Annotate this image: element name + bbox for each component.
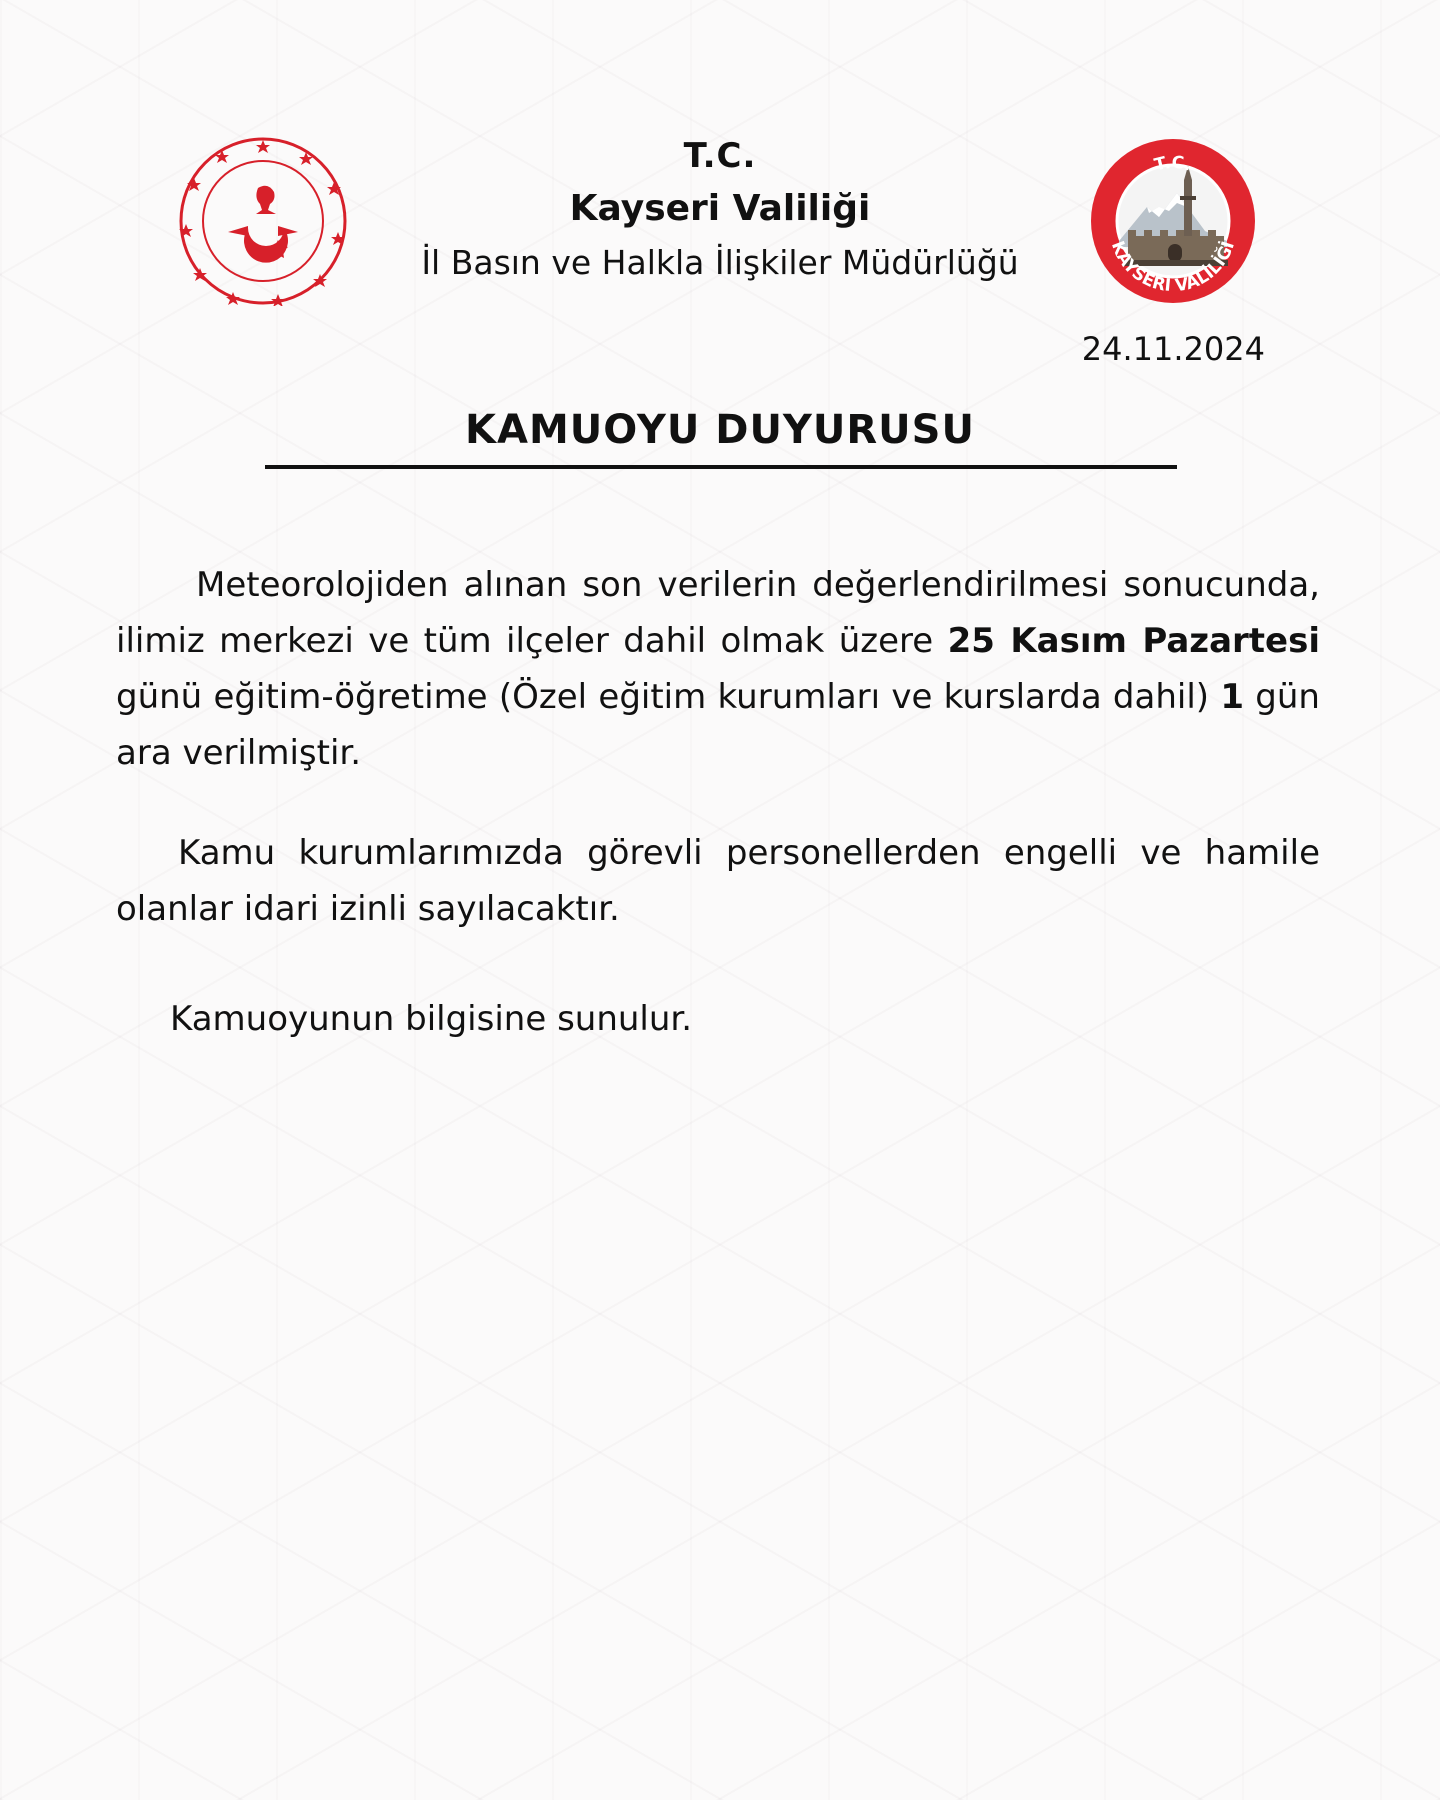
page-title: KAMUOYU DUYURUSU bbox=[465, 407, 975, 453]
paragraph-1-date: 25 Kasım Pazartesi bbox=[947, 621, 1320, 661]
paragraph-1-end: gün ara verilmiştir. bbox=[116, 677, 1320, 773]
paragraph-1-middle: günü eğitim-öğretime (Özel eğitim kurumları ve kurslarda dahil) bbox=[116, 677, 1221, 717]
paragraph-2: Kamu kurumlarımızda görevli personellerden engelli ve hamile olanlar idari izinli sayılacaktır. bbox=[116, 833, 1320, 929]
header-mudurluk: İl Basın ve Halkla İlişkiler Müdürlüğü bbox=[421, 243, 1019, 282]
interior-ministry-logo bbox=[178, 136, 348, 306]
seal-bottom-text: KAYSERİ VALİLİĞİ bbox=[1106, 238, 1239, 297]
interior-ministry-seal-icon bbox=[178, 136, 348, 306]
paragraph-1-intro: Meteorolojiden alınan son verilerin değerlendirilmesi sonucunda, ilimiz merkezi ve tüm ilçeler dahil olmak üzere bbox=[116, 565, 1320, 661]
seal-top-text: T.C. bbox=[1152, 152, 1194, 176]
kayseri-governorship-logo bbox=[1088, 136, 1258, 306]
announcement-date: 24.11.2024 bbox=[1081, 330, 1265, 368]
title-underline bbox=[265, 465, 1177, 469]
svg-text:T.C. bbox=[1153, 153, 1194, 176]
paragraph-3: Kamuoyunun bilgisine sunulur. bbox=[170, 999, 693, 1039]
paragraph-1-days: 1 bbox=[1220, 677, 1245, 717]
letterhead bbox=[370, 136, 1070, 288]
paragraph-1 bbox=[116, 557, 1320, 781]
announcement-body bbox=[116, 557, 1320, 1047]
kayseri-governorship-seal-icon bbox=[1088, 136, 1258, 306]
header-valilik: Kayseri Valiliği bbox=[569, 188, 871, 229]
header-tc: T.C. bbox=[683, 136, 757, 176]
